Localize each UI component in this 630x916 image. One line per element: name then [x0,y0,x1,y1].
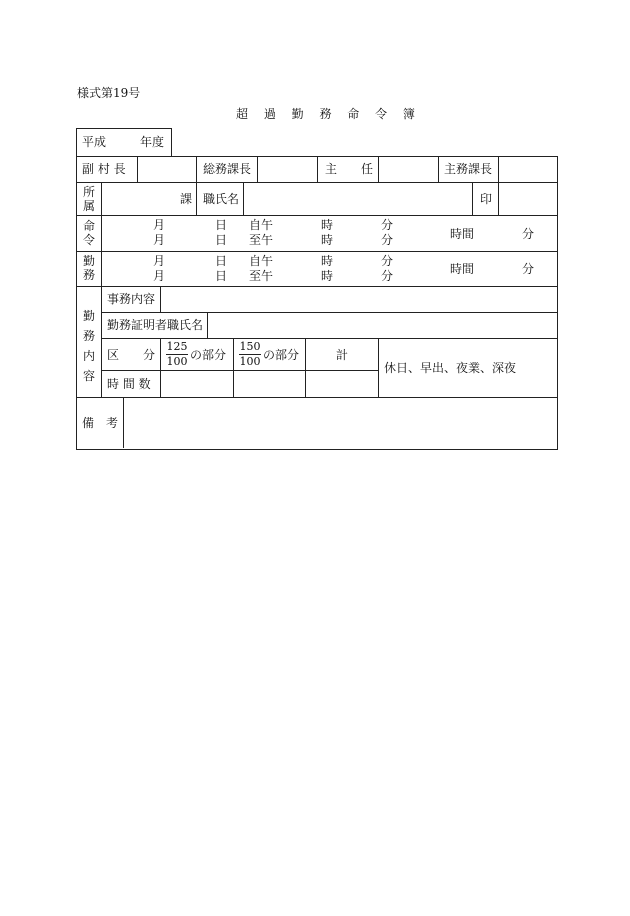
frac150-suffix: の部分 [263,348,300,362]
remarks-label: 備 考 [82,416,119,430]
col-divider [123,397,124,448]
fraction-150-numerator: 150 [239,340,261,353]
order-minute-2: 分 [381,233,394,247]
row-divider-certifier [101,338,557,339]
col-divider [438,156,439,182]
fraction-125 [166,341,188,368]
col-divider [498,156,499,182]
work-ampm-2: 至午 [249,269,274,283]
col-divider [137,156,138,182]
order-day-1: 日 [215,218,228,232]
order-month-1: 月 [153,218,166,232]
col-divider [196,182,197,215]
work-label: 勤務 [82,254,95,282]
work-total-minutes: 分 [522,262,535,276]
col-divider [160,338,161,397]
name-label: 職氏名 [203,192,240,206]
col-divider [196,156,197,182]
general-affairs-head-label: 総務課長 [203,162,252,176]
col-divider [101,286,102,397]
col-divider [243,182,244,215]
year-label: 年度 [140,135,165,149]
work-month-2: 月 [153,269,166,283]
fraction-125-numerator: 125 [166,340,188,353]
row-divider-hours [76,397,557,398]
work-content-label: 勤務内容 [82,309,95,383]
fraction-125-denominator: 100 [166,355,188,368]
work-day-1: 日 [215,254,228,268]
row-divider-order [76,251,557,252]
work-day-2: 日 [215,269,228,283]
vice-mayor-label: 副 村 長 [82,162,126,176]
row-divider-affiliation [76,215,557,216]
order-total-hours: 時間 [450,227,475,241]
row-divider-task [101,312,557,313]
row-divider-work [76,286,557,287]
holiday-note: 休日、早出、夜業、深夜 [384,361,517,375]
task-label: 事務内容 [107,292,156,306]
certifier-label: 勤務証明者職氏名 [107,318,204,332]
dept-suffix: 課 [180,192,193,206]
work-month-1: 月 [153,254,166,268]
order-hour-2: 時 [321,233,334,247]
category-label: 区 分 [107,348,156,362]
col-divider [207,312,208,338]
document-title: 超 過 勤 務 命 令 簿 [236,107,421,121]
main-duty-head-label: 主務課長 [444,162,493,176]
order-ampm-1: 自午 [249,218,274,232]
col-divider [101,182,102,286]
row-divider-approvals [76,182,557,183]
fraction-150-denominator: 100 [239,355,261,368]
affiliation-label: 所属 [82,185,95,213]
order-hour-1: 時 [321,218,334,232]
work-minute-1: 分 [381,254,394,268]
col-divider [498,182,499,215]
work-hour-2: 時 [321,269,334,283]
work-hour-1: 時 [321,254,334,268]
col-divider [472,182,473,215]
row-divider-category [101,370,378,371]
order-total-minutes: 分 [522,227,535,241]
chief-label: 主 任 [325,162,374,176]
col-divider [257,156,258,182]
form-number: 様式第19号 [77,86,141,100]
order-month-2: 月 [153,233,166,247]
era-label: 平成 [82,135,107,149]
seal-label: 印 [480,192,493,206]
fraction-150 [239,341,261,368]
order-label: 命令 [82,219,95,247]
col-divider [233,338,234,397]
col-divider [317,156,318,182]
order-ampm-2: 至午 [249,233,274,247]
work-total-hours: 時間 [450,262,475,276]
col-divider [305,338,306,397]
work-minute-2: 分 [381,269,394,283]
order-minute-1: 分 [381,218,394,232]
frac125-suffix: の部分 [190,348,227,362]
work-ampm-1: 自午 [249,254,274,268]
col-divider [160,286,161,312]
col-divider [378,338,379,397]
total-label: 計 [336,348,349,362]
order-day-2: 日 [215,233,228,247]
hours-count-label: 時 間 数 [107,377,151,391]
col-divider [378,156,379,182]
